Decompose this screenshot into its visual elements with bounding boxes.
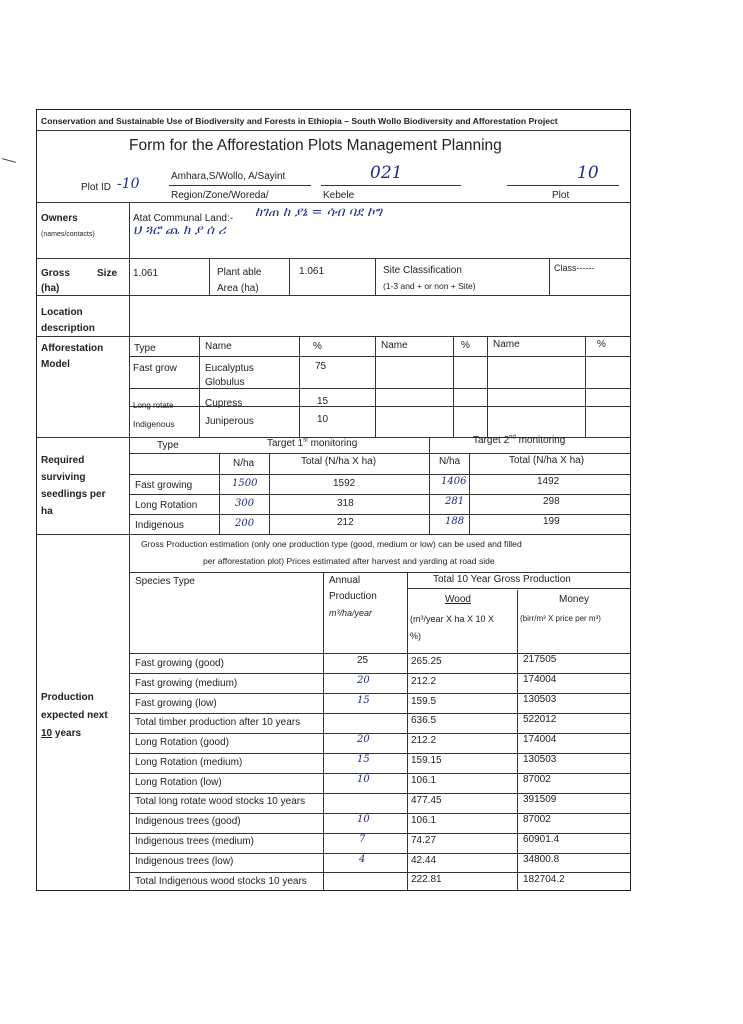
rule	[37, 295, 630, 296]
nha-header-2: N/ha	[439, 456, 461, 467]
production-row-money: 34800.8	[523, 854, 560, 865]
seedling-row-t2: 298	[543, 496, 560, 507]
location-label: Location	[41, 307, 83, 318]
production-row-label: Indigenous trees (good)	[135, 816, 241, 827]
rule	[129, 773, 630, 774]
rule	[129, 514, 630, 515]
rule	[129, 474, 630, 475]
production-label: Production	[41, 692, 94, 703]
production-row-label: Fast growing (good)	[135, 658, 224, 669]
aff-row-name: Eucalyptus Globulus	[205, 363, 254, 388]
money-header: Money	[559, 594, 590, 605]
production-row-wood: 265.25	[411, 656, 442, 667]
aff-header-name-3: Name	[493, 339, 520, 350]
production-row-label: Indigenous trees (medium)	[135, 836, 254, 847]
rule	[37, 130, 630, 131]
aff-row-pct: 10	[317, 414, 329, 425]
rule	[407, 572, 408, 890]
aff-row-type: Long rotate	[133, 401, 174, 410]
production-row-annual: 15	[357, 695, 370, 706]
site-classification-label: Site Classification	[383, 265, 462, 276]
rule	[209, 258, 210, 295]
aff-header-name-1: Name	[205, 341, 232, 352]
seedling-row-type: Fast growing	[135, 480, 193, 491]
seedling-row-type: Indigenous	[135, 520, 184, 531]
plantable-unit: Area (ha)	[217, 283, 259, 294]
owners-prefix: Atat Communal Land:-	[133, 213, 234, 224]
rule	[375, 258, 376, 295]
rule	[129, 494, 630, 495]
rule	[129, 572, 630, 573]
seedling-row-n1: 200	[235, 518, 255, 529]
kebele-underline	[321, 185, 461, 186]
rule	[129, 872, 630, 873]
plantable-value: 1.061	[299, 266, 325, 277]
rule	[549, 258, 550, 295]
production-row-wood: 212.2	[411, 676, 437, 687]
money-formula: (birr/m³ X price per m³)	[520, 614, 601, 623]
seedling-row-t1: 1592	[333, 478, 356, 489]
seedling-row-n2: 188	[445, 516, 465, 527]
wood-formula: (m³/year X ha X 10 X	[410, 614, 495, 624]
production-row-wood: 74.27	[411, 835, 437, 846]
production-row-money: 522012	[523, 714, 557, 725]
afforestation-form	[36, 109, 631, 891]
annual-header-unit: m³/ha/year	[329, 608, 373, 618]
wood-formula: %)	[410, 631, 421, 641]
production-row-label: Long Rotation (good)	[135, 737, 229, 748]
rule	[37, 336, 630, 337]
annual-header: Production	[329, 591, 377, 602]
gross-value: 1.061	[133, 268, 159, 279]
production-note: per afforestation plot) Prices estimated after harvest and yarding at road side	[203, 556, 495, 566]
production-row-money: 174004	[523, 674, 557, 685]
model-label: Model	[41, 359, 70, 370]
production-row-wood: 222.81	[411, 874, 442, 885]
target-1-header: Target 1st monitoring	[267, 437, 358, 449]
aff-row-name: Cupress	[205, 398, 243, 409]
production-row-wood: 212.2	[411, 735, 437, 746]
production-label: 10 years	[41, 728, 82, 739]
production-row-wood: 106.1	[411, 815, 437, 826]
site-classification-note: (1-3 and + or non + Site)	[383, 281, 476, 291]
owners-handwriting-1: ከገጠ ከ ያኔ = ሳብ ባደ ኮግ	[255, 205, 382, 220]
rule	[129, 813, 630, 814]
seedling-row-n2: 1406	[441, 476, 467, 487]
seedlings-type-header: Type	[157, 440, 179, 451]
class-label: Class------	[554, 263, 595, 273]
aff-header-type: Type	[134, 343, 156, 354]
rule	[323, 572, 324, 890]
seedling-row-t1: 318	[337, 498, 354, 509]
production-row-annual: 20	[357, 675, 370, 686]
plantable-label: Plant able	[217, 267, 262, 278]
production-row-annual: 4	[359, 854, 366, 865]
production-row-money: 87002	[523, 814, 551, 825]
production-row-money: 174004	[523, 734, 557, 745]
seedlings-label: Required	[41, 455, 85, 466]
production-note: Gross Production estimation (only one production type (good, medium or low) can be used and filled	[141, 539, 522, 549]
rule	[469, 453, 470, 534]
total-header-2: Total (N/ha X ha)	[509, 455, 585, 466]
production-row-wood: 42.44	[411, 855, 437, 866]
plot-value: 10	[577, 163, 599, 183]
seedlings-label: surviving	[41, 472, 86, 483]
target-2-header: Target 2nd monitoring	[473, 434, 566, 446]
production-row-wood: 159.5	[411, 696, 437, 707]
seedling-row-t1: 212	[337, 517, 354, 528]
aff-header-pct-1: %	[313, 341, 322, 352]
seedling-row-t2: 199	[543, 516, 560, 527]
production-row-money: 182704.2	[523, 874, 565, 885]
production-row-annual: 25	[357, 655, 369, 666]
production-row-money: 87002	[523, 774, 551, 785]
aff-header-pct-3: %	[597, 339, 606, 350]
production-row-money: 130503	[523, 694, 557, 705]
total-10-year-header: Total 10 Year Gross Production	[433, 574, 571, 585]
aff-header-name-2: Name	[381, 340, 408, 351]
rule	[375, 336, 376, 437]
production-row-label: Total long rotate wood stocks 10 years	[135, 796, 306, 807]
kebele-label: Kebele	[323, 190, 355, 201]
nha-header-1: N/ha	[233, 458, 255, 469]
aff-row-pct: 75	[315, 361, 327, 372]
aff-header-pct-2: %	[461, 340, 470, 351]
production-row-annual: 15	[357, 754, 370, 765]
production-row-label: Fast growing (low)	[135, 698, 217, 709]
production-row-label: Total timber production after 10 years	[135, 717, 301, 728]
wood-header: Wood	[445, 594, 471, 605]
seedling-row-t2: 1492	[537, 476, 560, 487]
production-row-label: Indigenous trees (low)	[135, 856, 234, 867]
rule	[37, 202, 630, 203]
region-underline	[169, 185, 311, 186]
afforestation-label: Afforestation	[41, 343, 104, 354]
seedlings-label: seedlings per	[41, 489, 106, 500]
rule	[429, 437, 430, 534]
production-row-wood: 106.1	[411, 775, 437, 786]
rule	[129, 453, 630, 454]
rule	[453, 336, 454, 437]
rule	[487, 336, 488, 437]
production-row-money: 391509	[523, 794, 557, 805]
seedling-row-type: Long Rotation	[135, 500, 198, 511]
rule	[289, 258, 290, 295]
production-row-wood: 159.15	[411, 755, 442, 766]
kebele-value: 021	[370, 163, 403, 183]
production-row-label: Long Rotation (low)	[135, 777, 222, 788]
production-row-money: 60901.4	[523, 834, 560, 845]
gross-unit: (ha)	[41, 283, 60, 294]
production-row-annual: 7	[359, 834, 366, 845]
region-value: Amhara,S/Wollo, A/Sayint	[171, 171, 286, 182]
rule	[585, 336, 586, 437]
rule	[129, 356, 630, 357]
production-row-money: 130503	[523, 754, 557, 765]
location-sublabel: description	[41, 323, 95, 334]
project-title: Conservation and Sustainable Use of Biodiversity and Forests in Ethiopia – South Wollo Biodiversity and Afforestation Project	[41, 116, 558, 126]
production-row-label: Fast growing (medium)	[135, 678, 238, 689]
rule	[517, 590, 518, 890]
total-header-1: Total (N/ha X ha)	[301, 456, 377, 467]
production-row-annual: 20	[357, 734, 370, 745]
region-label: Region/Zone/Woreda/	[171, 190, 269, 201]
page-edge-mark	[2, 158, 16, 163]
rule	[37, 534, 630, 535]
annual-header: Annual	[329, 575, 361, 586]
production-row-annual: 10	[357, 774, 370, 785]
aff-row-type: Fast grow	[133, 363, 177, 374]
production-row-wood: 477.45	[411, 795, 442, 806]
aff-row-name: Juniperous	[205, 416, 254, 427]
rule	[199, 336, 200, 437]
production-label: expected next	[41, 710, 108, 721]
rule	[299, 336, 300, 437]
owners-handwriting-2: ህ ጓሮ ጨ ክ ያ ሰ ሪ	[133, 223, 226, 238]
plot-label: Plot	[552, 190, 570, 201]
form-title: Form for the Afforestation Plots Management Planning	[129, 137, 502, 154]
rule	[407, 588, 630, 589]
seedling-row-n1: 1500	[232, 478, 258, 489]
rule	[269, 453, 270, 534]
species-type-header: Species Type	[135, 576, 195, 587]
aff-row-pct: 15	[317, 396, 329, 407]
gross-label: Gross	[41, 268, 70, 279]
production-row-money: 217505	[523, 654, 557, 665]
rule	[129, 202, 130, 890]
owners-sublabel: (names/contacts)	[41, 231, 95, 238]
plot-underline	[507, 185, 619, 186]
production-row-label: Total Indigenous wood stocks 10 years	[135, 876, 307, 887]
rule	[37, 258, 630, 259]
plot-id-label: Plot ID	[81, 182, 112, 193]
size-label: Size	[97, 268, 118, 279]
production-row-label: Long Rotation (medium)	[135, 757, 243, 768]
owners-label: Owners	[41, 213, 78, 224]
seedlings-label: ha	[41, 506, 53, 517]
aff-row-type: Indigenous	[133, 419, 175, 429]
plot-id-value: -10	[117, 176, 140, 192]
production-row-wood: 636.5	[411, 715, 437, 726]
production-row-annual: 10	[357, 814, 370, 825]
seedling-row-n2: 281	[445, 496, 465, 507]
rule	[219, 453, 220, 534]
seedling-row-n1: 300	[235, 498, 255, 509]
